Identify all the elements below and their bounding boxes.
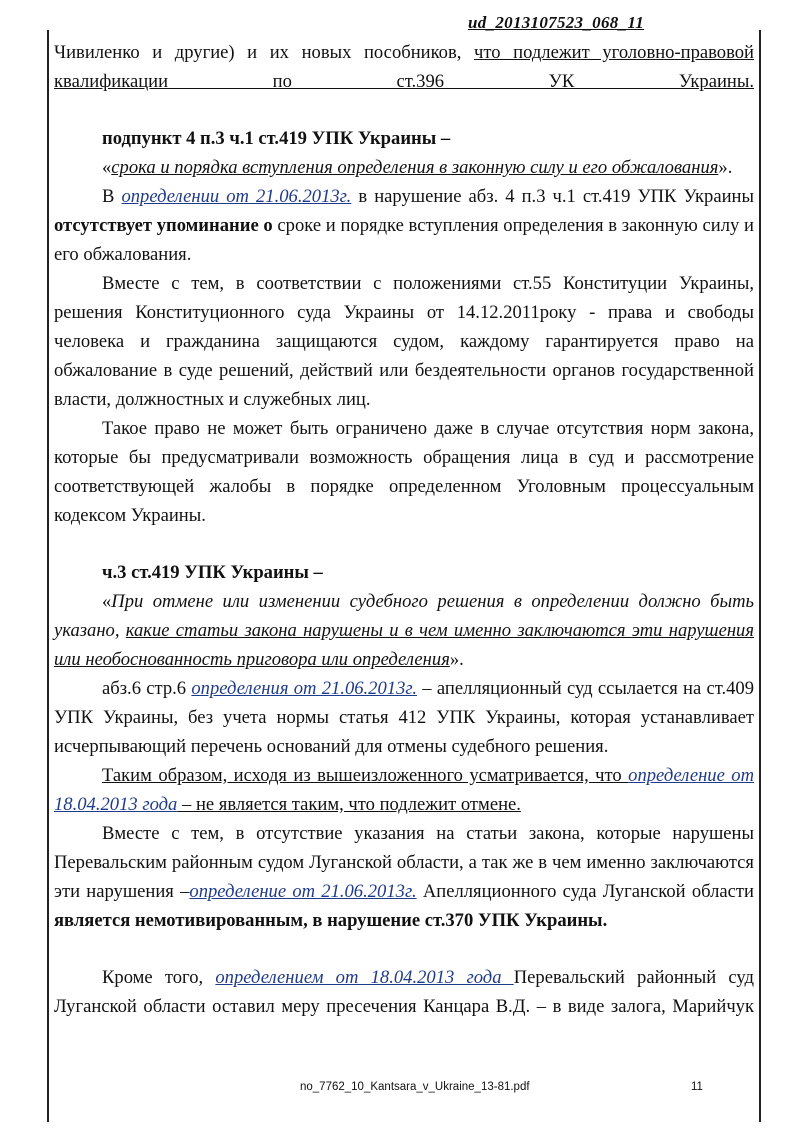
bold-text: отсутствует упоминание о — [54, 215, 273, 236]
quote-close: ». — [449, 649, 464, 670]
paragraph: Вместе с тем, в соответствии с положениями ст.55 Конституции Украины, решения Конституционного суда Украины от 14.12.2011року - права и свободы человека и гражданина защищаются судом, каждому гарантируется право на обжалование в суде решений, действий или бездеятельности органов государственной власти, должностных и служебных лиц. — [54, 273, 754, 410]
underlined-text: что подлежит уголовно-правовой квалификации по ст.396 УК Украины. — [54, 42, 755, 92]
paragraph — [54, 819, 754, 935]
quote-open: « — [102, 157, 112, 178]
left-margin-line — [47, 30, 49, 1122]
quote-close: ». — [718, 157, 733, 178]
text-span: в нарушение абз. 4 п.3 ч.1 ст.419 УПК Украины — [351, 186, 754, 207]
quote-text: При отмене или изменении судебного решения в определении должно быть указано, — [54, 591, 754, 641]
text-span: – апелляционный суд ссылается на ст.409 УПК Украины, без учета нормы статья 412 УПК Украины, которая устанавливает исчерпывающий перечень оснований для отмены судебного решения. — [54, 678, 755, 757]
section-heading — [54, 124, 754, 153]
document-body — [54, 38, 754, 1021]
quote — [54, 153, 754, 182]
reference-link[interactable]: определение от 21.06.2013г. — [189, 881, 417, 902]
text-span: абз.6 стр.6 — [102, 678, 192, 699]
paragraph — [54, 963, 754, 1021]
reference-link[interactable]: определение от 18.04.2013 года — [54, 765, 754, 815]
text-span: Чивиленко и другие) и их новых пособников, — [54, 42, 475, 63]
heading-text: подпункт 4 п.3 ч.1 ст.419 УПК Украины – — [102, 128, 451, 149]
section-heading — [54, 558, 754, 587]
reference-link[interactable]: определением от 18.04.2013 года — [215, 967, 514, 988]
text-span: Кроме того, — [102, 967, 216, 988]
quote — [54, 587, 754, 674]
reference-link[interactable]: определении от 21.06.2013г. — [121, 186, 352, 207]
quote-open: « — [102, 591, 112, 612]
text-span: В — [102, 186, 122, 207]
paragraph — [54, 761, 754, 819]
footer-filename: no_7762_10_Kantsara_v_Ukraine_13-81.pdf — [300, 1081, 530, 1093]
document-id: ud_2013107523_068_11 — [468, 13, 645, 32]
text-span: Вместе с тем, в отсутствие указания на статьи закона, которые нарушены Перевальским районным судом Луганской области, а так же в чем именно заключаются эти нарушения – — [54, 823, 754, 902]
paragraph: Такое право не может быть ограничено даже в случае отсутствия норм закона, которые бы предусматривали возможность обращения лица в суд и рассмотрение соответствующей жалобы в порядке определенном Уголовным процессуальным кодексом Украины. — [54, 418, 754, 526]
paragraph — [54, 38, 754, 96]
page-number: 11 — [691, 1081, 703, 1093]
underlined-text: Таким образом, исходя из вышеизложенного усматривается, что — [102, 765, 629, 786]
quote-text: срока и порядка вступления определения в законную силу и его обжалования — [111, 157, 719, 178]
paragraph — [54, 182, 754, 269]
heading-text: ч.3 ст.419 УПК Украины – — [102, 562, 323, 583]
text-span: сроке и порядке вступления определения в законную силу и его обжалования. — [54, 215, 754, 265]
text-span: Перевальский районный суд Луганской области оставил меру пресечения Канцара В.Д. – в виде залога, Марийчук — [54, 967, 754, 1017]
right-margin-line — [759, 30, 761, 1122]
bold-text: является немотивированным, в нарушение ст.370 УПК Украины. — [54, 910, 608, 931]
quote-underlined-text: какие статьи закона нарушены и в чем именно заключаются эти нарушения или необоснованность приговора или определения — [54, 620, 754, 670]
reference-link[interactable]: определения от 21.06.2013г. — [191, 678, 418, 699]
paragraph — [54, 674, 754, 761]
text-span: Апелляционного суда Луганской области — [416, 881, 754, 902]
underlined-text: – не является таким, что подлежит отмене. — [177, 794, 521, 815]
